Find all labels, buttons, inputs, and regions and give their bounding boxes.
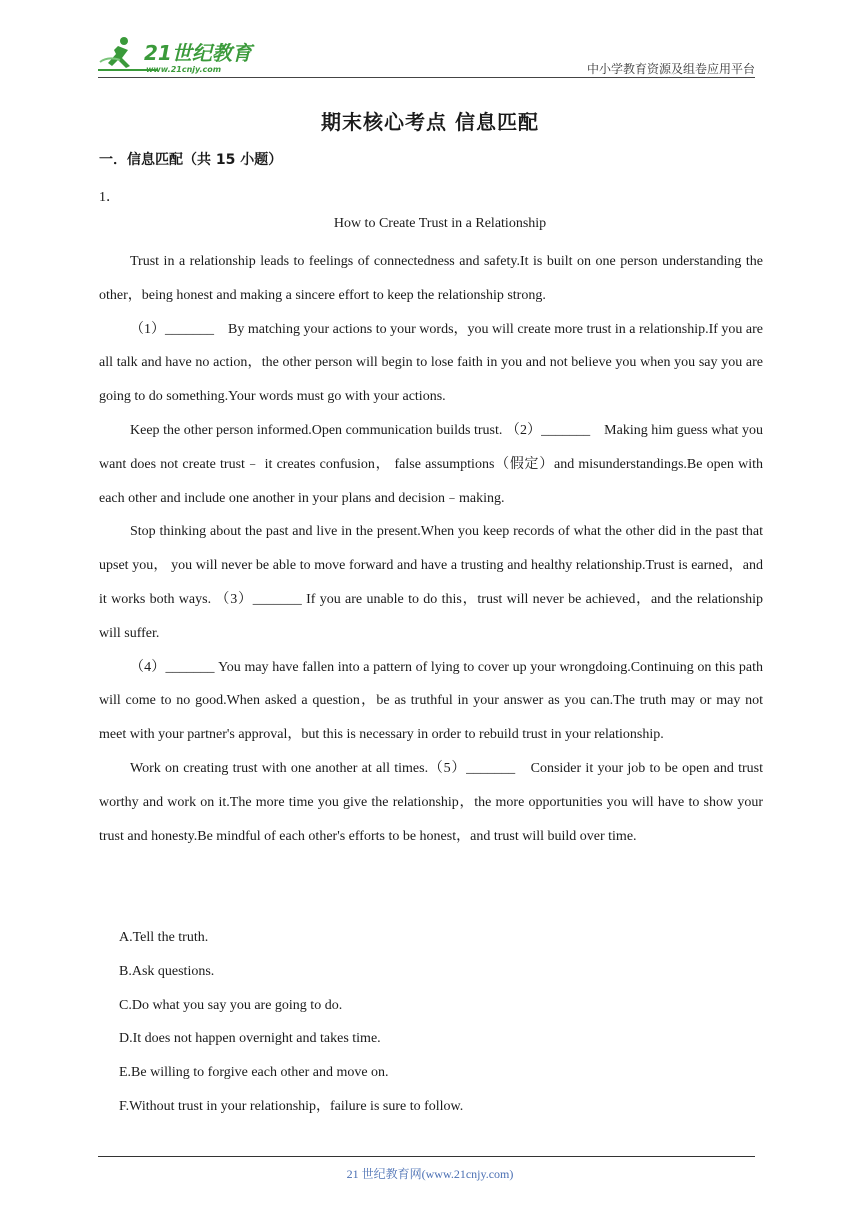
option-item: D.It does not happen overnight and takes time.: [119, 1031, 381, 1047]
option-item: E.Be willing to forgive each other and move on.: [119, 1065, 389, 1081]
page-title: 期末核心考点 信息匹配: [321, 110, 539, 134]
section-heading: 一．信息匹配（共 15 小题）: [99, 152, 283, 168]
option-item: C.Do what you say you are going to do.: [119, 997, 343, 1013]
footer-divider: [98, 1156, 755, 1157]
footer-text: 21 世纪教育网(www.21cnjy.com): [346, 1167, 514, 1181]
paragraph: Keep the other person informed.Open communication builds trust. （2）_______ Making him guess what you want does not create trust﹣ it creates confusion， false assumptions（假定）and misunderstandings.Be open with each other and include one another in your plans and decision﹣making.: [99, 422, 763, 506]
header-tagline: 中小学教育资源及组卷应用平台: [586, 62, 755, 76]
logo-url: www.21cnjy.com: [146, 65, 222, 74]
logo-text: 21世纪教育: [144, 41, 252, 65]
paragraph: （1）_______ By matching your actions to your words，you will create more trust in a relationship.If you are all talk and have no action，the other person will begin to lose faith in you and not believe you when you say you are going to do something.Your words must go with your actions.: [99, 321, 763, 405]
answer-options: [119, 921, 463, 1124]
runner-logo-icon: [98, 36, 258, 76]
paragraph: （4）_______ You may have fallen into a pattern of lying to cover up your wrongdoing.Continuing on this path will come to no good.When asked a question，be as truthful in your answer as you can.The truth may or may not meet with your partner's approval，but this is necessary in order to rebuild trust in your relationship.: [99, 659, 763, 743]
question-number: 1．: [99, 190, 120, 205]
logo: [98, 36, 258, 76]
paragraph: Work on creating trust with one another at all times.（5）_______ Consider it your job to be open and trust worthy and work on it.The more time you give the relationship，the more opportunities you will have to show your trust and honesty.Be mindful of each other's efforts to be honest，and trust will build over time.: [99, 760, 763, 844]
option-item: A.Tell the truth.: [119, 930, 209, 945]
passage-title: How to Create Trust in a Relationship: [333, 216, 547, 231]
option-item: F.Without trust in your relationship，failure is sure to follow.: [119, 1098, 464, 1114]
paragraph: Stop thinking about the past and live in the present.When you keep records of what the other did in the past that upset you， you will never be able to move forward and have a trusting and healthy relationship.Trust is earned，and it works both ways. （3）_______ If you are unable to do this，trust will never be achieved，and the relationship will suffer.: [99, 524, 763, 641]
page-header: [98, 30, 755, 78]
passage-body: [99, 245, 763, 853]
paragraph: Trust in a relationship leads to feelings of connectedness and safety.It is built on one person understanding the other，being honest and making a sincere effort to keep the relationship strong.: [99, 254, 763, 303]
option-item: B.Ask questions.: [119, 963, 215, 979]
header-divider: [98, 77, 755, 78]
